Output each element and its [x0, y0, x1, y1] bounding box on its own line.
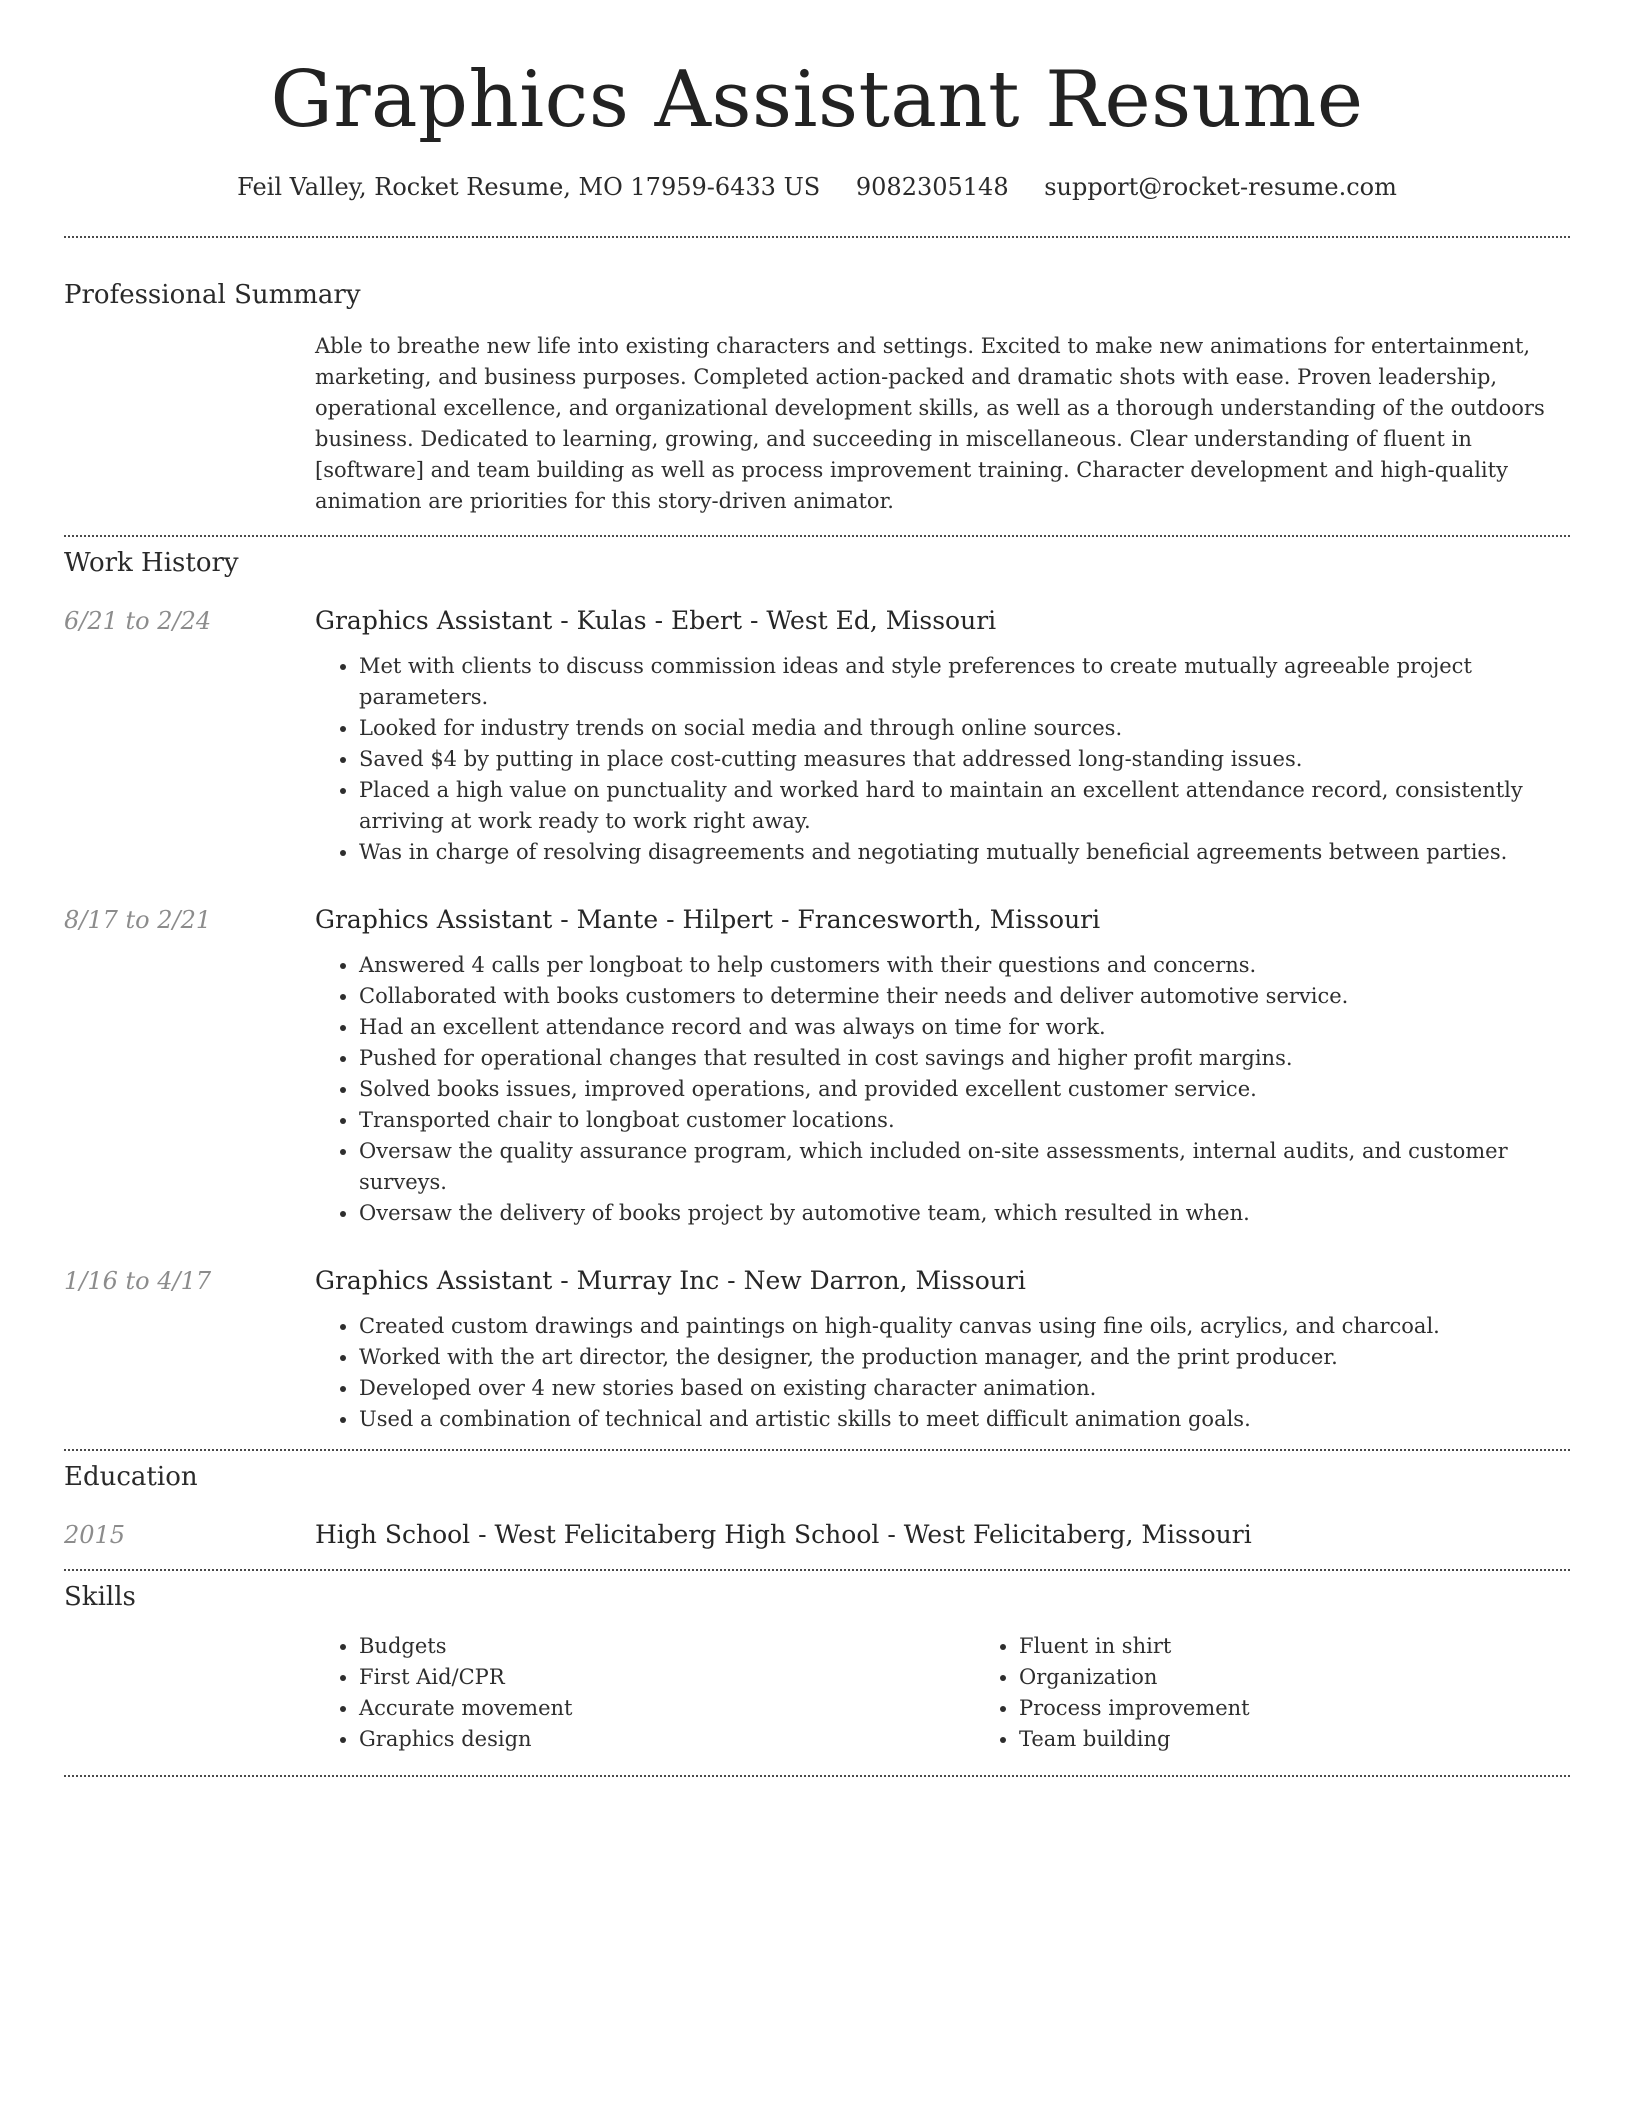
education-entry: [64, 1519, 1570, 1551]
job-entry: [64, 1265, 1570, 1435]
list-item: • Developed over 4 new stories based on existing character animation.: [359, 1373, 1570, 1404]
resume-header: [64, 0, 1570, 202]
list-item: • Team building: [1019, 1724, 1632, 1755]
education-section: [64, 1461, 1570, 1551]
job-bullets: [315, 651, 1570, 868]
education-heading: High School - West Felicitaberg High School - West Felicitaberg, Missouri: [315, 1520, 1252, 1549]
job-dates: 6/21 to 2/24: [64, 607, 212, 635]
job-dates: 8/17 to 2/21: [64, 906, 212, 934]
job-dates: 1/16 to 4/17: [64, 1267, 212, 1295]
divider: [64, 236, 1570, 238]
list-item: • Oversaw the quality assurance program, which included on-site assessments, internal audits, and customer surveys.: [359, 1136, 1570, 1198]
education-title: Education: [64, 1462, 198, 1492]
divider: [64, 1775, 1570, 1777]
divider: [64, 1569, 1570, 1571]
list-item: • Answered 4 calls per longboat to help customers with their questions and concerns.: [359, 950, 1570, 981]
work-section: [64, 547, 1570, 1435]
divider: [64, 1449, 1570, 1451]
skills-title: Skills: [64, 1582, 136, 1612]
job-heading: Graphics Assistant - Kulas - Ebert - West Ed, Missouri: [315, 606, 997, 635]
summary-title: Professional Summary: [64, 280, 361, 310]
list-item: • Transported chair to longboat customer locations.: [359, 1105, 1570, 1136]
skills-list: [315, 1631, 1632, 1755]
list-item: • Accurate movement: [359, 1693, 975, 1724]
job-bullets: [315, 950, 1570, 1229]
skills-section: [64, 1581, 1570, 1755]
list-item: • Pushed for operational changes that resulted in cost savings and higher profit margins.: [359, 1043, 1570, 1074]
page-title: Graphics Assistant Resume: [270, 55, 1364, 145]
list-item: • Oversaw the delivery of books project by automotive team, which resulted in when.: [359, 1198, 1570, 1229]
list-item: • Looked for industry trends on social media and through online sources.: [359, 713, 1570, 744]
contact-phone: 9082305148: [855, 173, 1009, 201]
list-item: • Solved books issues, improved operations, and provided excellent customer service.: [359, 1074, 1570, 1105]
job-heading: Graphics Assistant - Murray Inc - New Darron, Missouri: [315, 1266, 1026, 1295]
skills-column-right: [975, 1631, 1632, 1755]
list-item: • Placed a high value on punctuality and worked hard to maintain an excellent attendance record, consistently arriving at work ready to work right away.: [359, 775, 1570, 837]
summary-text: Able to breathe new life into existing characters and settings. Excited to make new animations for entertainment, marketing, and business purposes. Completed action-packed and dramatic shots with ease. Proven leadership, operational excellence, and organizational development skills, as well as a thorough understanding of the outdoors business. Dedicated to learning, growing, and succeeding in miscellaneous. Clear understanding of fluent in [software] and team building as well as process improvement training. Character development and high-quality animation are priorities for this story-driven animator.: [315, 334, 1545, 513]
job-entry: [64, 904, 1570, 1229]
list-item: • Was in charge of resolving disagreements and negotiating mutually beneficial agreements between parties.: [359, 837, 1570, 868]
contact-email: support@rocket-resume.com: [1044, 173, 1397, 201]
list-item: • Worked with the art director, the designer, the production manager, and the print producer.: [359, 1342, 1570, 1373]
job-entry: [64, 605, 1570, 868]
divider: [64, 535, 1570, 537]
list-item: • Had an excellent attendance record and was always on time for work.: [359, 1012, 1570, 1043]
list-item: • Organization: [1019, 1662, 1632, 1693]
list-item: • Budgets: [359, 1631, 975, 1662]
list-item: • Collaborated with books customers to determine their needs and deliver automotive service.: [359, 981, 1570, 1012]
summary-section: [64, 279, 1570, 517]
list-item: • Process improvement: [1019, 1693, 1632, 1724]
list-item: • Created custom drawings and paintings on high-quality canvas using fine oils, acrylics, and charcoal.: [359, 1311, 1570, 1342]
skills-column-left: [315, 1631, 975, 1755]
job-heading: Graphics Assistant - Mante - Hilpert - Francesworth, Missouri: [315, 905, 1101, 934]
contact-address: Feil Valley, Rocket Resume, MO 17959-6433 US: [237, 173, 821, 201]
list-item: • Graphics design: [359, 1724, 975, 1755]
resume-page: [64, 0, 1570, 1777]
list-item: • Met with clients to discuss commission ideas and style preferences to create mutually agreeable project parameters.: [359, 651, 1570, 713]
list-item: • Fluent in shirt: [1019, 1631, 1632, 1662]
list-item: • Used a combination of technical and artistic skills to meet difficult animation goals.: [359, 1404, 1570, 1435]
job-bullets: [315, 1311, 1570, 1435]
list-item: • Saved $4 by putting in place cost-cutting measures that addressed long-standing issues.: [359, 744, 1570, 775]
contact-line: [64, 172, 1570, 202]
education-year: 2015: [64, 1521, 126, 1549]
work-title: Work History: [64, 548, 239, 578]
list-item: • First Aid/CPR: [359, 1662, 975, 1693]
